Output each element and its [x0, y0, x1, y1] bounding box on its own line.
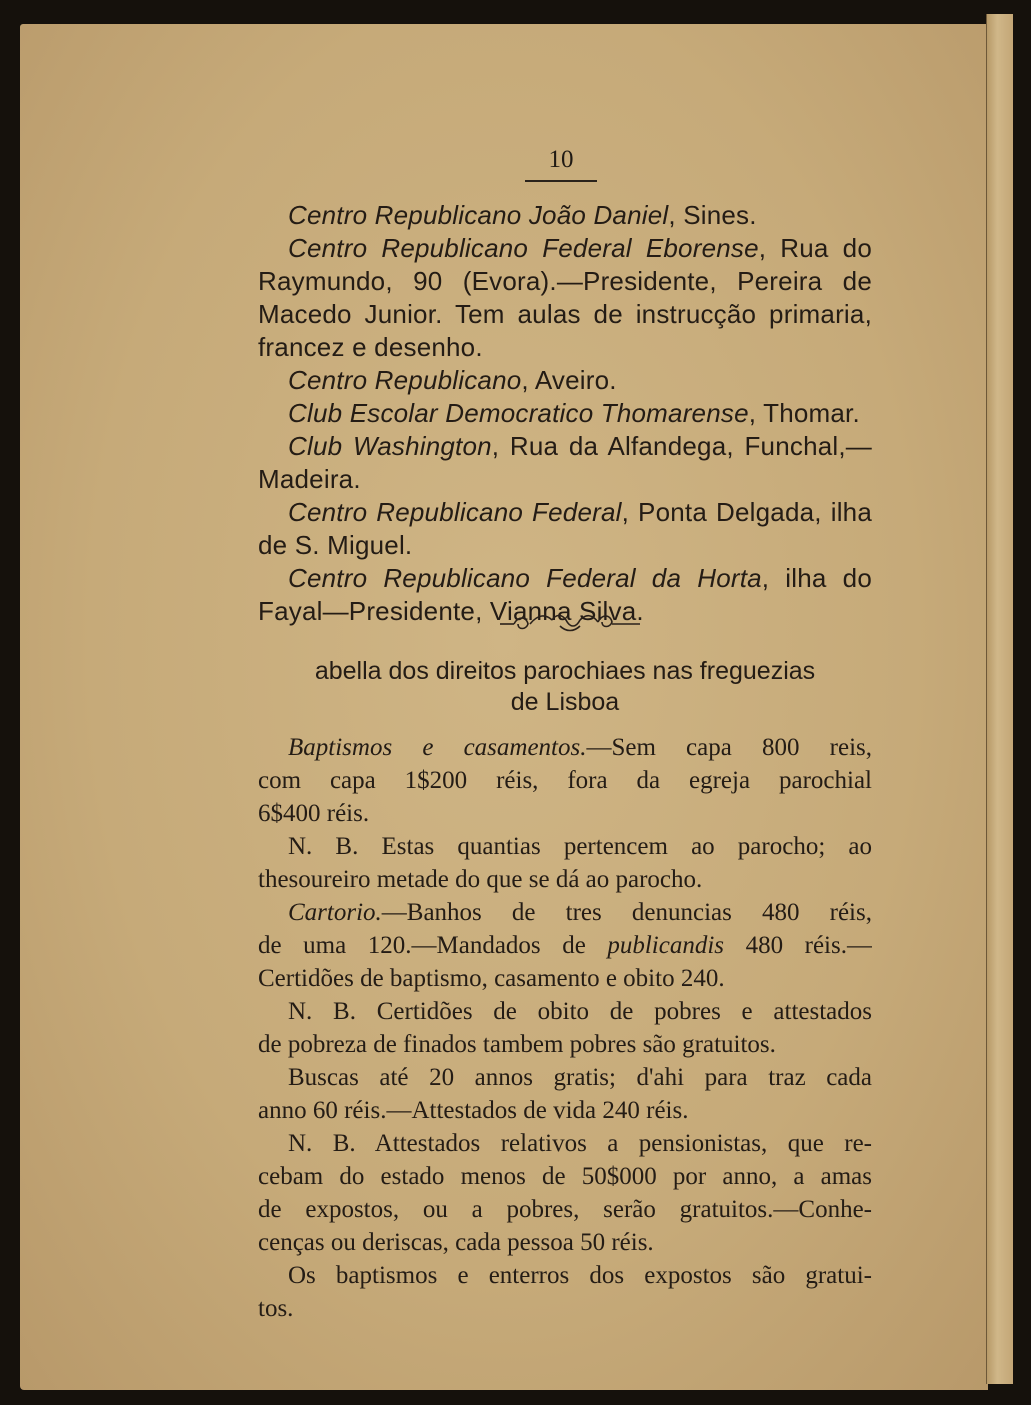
entry-line: Club Escolar Democratico Thomarense, Thomar.: [288, 398, 860, 428]
page-number-rule: [525, 180, 597, 182]
centres-list: [258, 199, 872, 628]
paragraph-line: de expostos, ou a pobres, serão gratuitos.—Conhe-: [258, 1196, 872, 1223]
paragraph-line: tos.: [258, 1295, 294, 1322]
paragraph-line: Certidões de baptismo, casamento e obito 240.: [258, 965, 725, 992]
entry-line: Macedo Junior. Tem aulas de instrucção primaria,: [258, 299, 872, 329]
book-spine: [986, 14, 1013, 1384]
entry-name: Club Escolar Democratico Thomarense: [288, 398, 749, 428]
paragraph-line: anno 60 réis.—Attestados de vida 240 réis.: [258, 1097, 689, 1124]
page-number: 10: [548, 146, 574, 173]
entry-line: Madeira.: [258, 464, 361, 494]
entry-line: Centro Republicano Federal, Ponta Delgada, ilha: [288, 497, 872, 527]
entry-line: Club Washington, Rua da Alfandega, Funchal,—: [288, 431, 872, 461]
paragraph-line: Cartorio.—Banhos de tres denuncias 480 réis,: [288, 899, 872, 926]
paragraph-line: Baptismos e casamentos.—Sem capa 800 reis,: [288, 734, 872, 761]
paragraph-line: Os baptismos e enterros dos expostos são gratui-: [288, 1262, 872, 1289]
entry-name: Centro Republicano Federal da Horta: [288, 563, 762, 593]
paragraph-line: N. B. Certidões de obito de pobres e attestados: [288, 998, 872, 1025]
paragraph-line: cebam do estado menos de 50$000 por anno, a amas: [258, 1163, 872, 1190]
entry-line: Centro Republicano João Daniel, Sines.: [288, 200, 757, 230]
entry-line: de S. Miguel.: [258, 530, 413, 560]
table-title: abella dos direitos parochiaes nas freguezias: [314, 657, 816, 685]
entry-name: Centro Republicano Federal Eborense: [288, 233, 759, 263]
paragraph-line: Buscas até 20 annos gratis; d'ahi para traz cada: [288, 1064, 872, 1091]
paragraph-line: de pobreza de finados tambem pobres são gratuitos.: [258, 1031, 776, 1058]
paragraph-line: com capa 1$200 réis, fora da egreja parochial: [258, 767, 872, 794]
paragraph-line: N. B. Attestados relativos a pensionistas, que re-: [288, 1130, 872, 1157]
table-title-line2: de Lisboa: [510, 688, 620, 716]
entry-line: Raymundo, 90 (Evora).—Presidente, Pereira de: [258, 266, 872, 296]
paragraph-line: 6$400 réis.: [258, 800, 370, 827]
entry-line: Centro Republicano Federal Eborense, Rua do: [288, 233, 872, 263]
entry-line: francez e desenho.: [258, 332, 483, 362]
paragraph-line: cenças ou deriscas, cada pessoa 50 réis.: [258, 1229, 654, 1256]
entry-line: Fayal—Presidente, Vianna Silva.: [258, 596, 644, 626]
entry-line: Centro Republicano, Aveiro.: [288, 365, 617, 395]
paragraph-line: thesoureiro metade do que se dá ao parocho.: [258, 866, 703, 893]
paragraph-line: N. B. Estas quantias pertencem ao parocho; ao: [288, 833, 872, 860]
paragraph-line: de uma 120.—Mandados de publicandis 480 réis.—: [258, 932, 872, 959]
fees-text: [258, 731, 872, 1325]
entry-line: Centro Republicano Federal da Horta, ilha do: [288, 563, 872, 593]
entry-name: Centro Republicano Federal: [288, 497, 622, 527]
entry-name: Centro Republicano: [288, 365, 522, 395]
entry-name: Centro Republicano João Daniel: [288, 200, 669, 230]
entry-name: Club Washington: [288, 431, 492, 461]
fleuron-ornament-icon: [500, 608, 640, 638]
